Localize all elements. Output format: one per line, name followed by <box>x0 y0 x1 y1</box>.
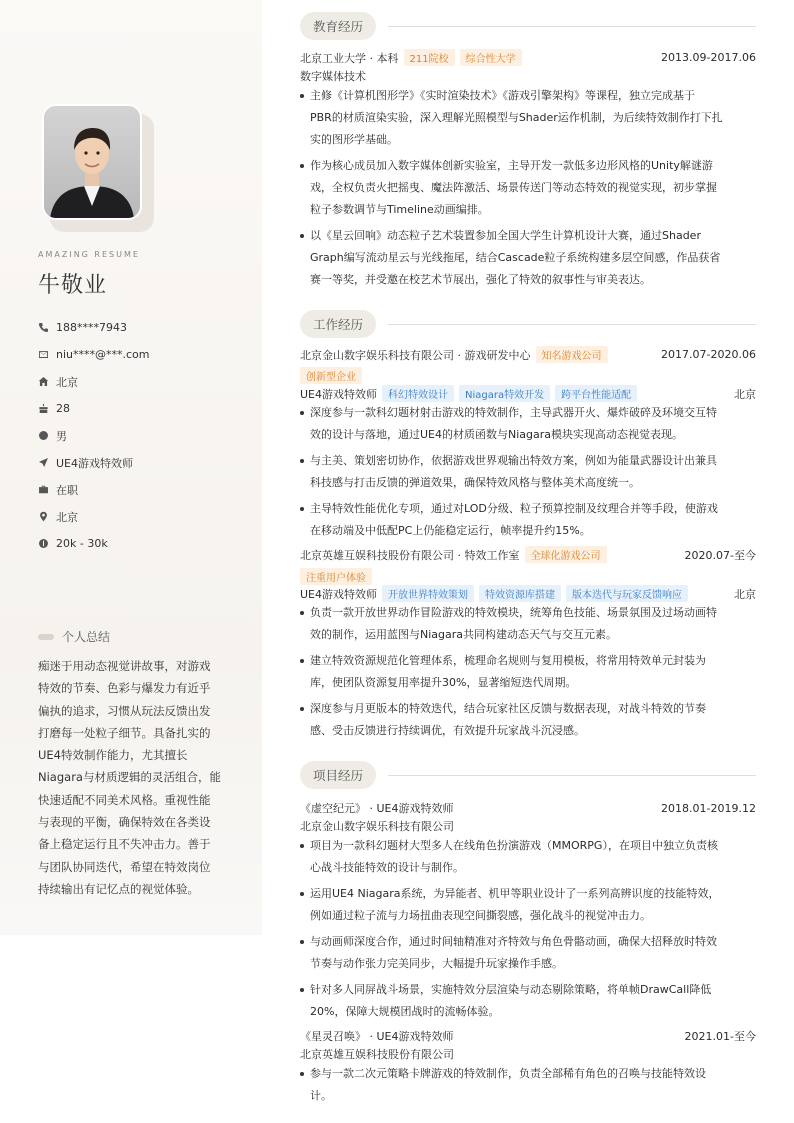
job-company: 北京英雄互娱科技股份有限公司 · 特效工作室 <box>300 548 520 562</box>
job-bullet <box>300 450 756 494</box>
project-bullet <box>300 979 756 1023</box>
company-tag: 全球化游戏公司 <box>525 546 607 563</box>
position-value: UE4游戏特效师 <box>56 456 133 470</box>
project-period: 2018.01-2019.12 <box>661 801 756 815</box>
bullet-line: 深度参与月更版本的特效迭代，结合玩家社区反馈与数据表现，对战斗特效的节奏 <box>310 702 706 715</box>
skill-tag: 跨平台性能适配 <box>555 385 637 402</box>
summary-line: 痴迷于用动态视觉讲故事，对游戏 <box>38 659 211 673</box>
bullet-line: 项目为一款科幻题材大型多人在线角色扮演游戏（MMORPG），在项目中独立负责核 <box>310 839 718 852</box>
work-section-heading <box>300 310 756 338</box>
education-bullet <box>300 85 756 151</box>
bullet-line: 运用UE4 Niagara系统，为异能者、机甲等职业设计了一系列高辨识度的技能特效， <box>310 887 720 900</box>
info-row-position <box>38 449 248 476</box>
bullet-line: Graph编写流动星云与光线拖尾，结合Cascade粒子系统构建多层空间感，作品获省 <box>310 251 721 264</box>
avatar-illustration <box>44 106 140 218</box>
job-period: 2020.07-至今 <box>684 548 756 562</box>
job-bullet <box>300 698 756 742</box>
section-divider <box>388 324 756 325</box>
summary-line: 与团队协同迭代，希望在特效岗位 <box>38 859 211 874</box>
section-divider <box>388 26 756 27</box>
job-location: 北京 <box>734 587 756 601</box>
bullet-line: 负责一款开放世界动作冒险游戏的特效模块，统筹角色技能、场景氛围及过场动画特 <box>310 606 717 619</box>
bullet-line: 20%，保障大规模团战时的流畅体验。 <box>310 1005 500 1018</box>
bullet-line: 针对多人同屏战斗场景，实施特效分层渲染与动态剔除策略，将单帧DrawCall降低 <box>310 983 712 996</box>
school-name: 北京工业大学 · 本科 <box>300 51 399 65</box>
education-bullet <box>300 155 756 221</box>
bullet-line: 粒子参数调节与Timeline动画编排。 <box>310 203 489 216</box>
skill-tag: Niagara特效开发 <box>459 385 550 402</box>
job-company: 北京金山数字娱乐科技有限公司 · 游戏研发中心 <box>300 348 531 362</box>
project-company: 北京金山数字娱乐科技有限公司 <box>300 820 454 833</box>
bullet-line: 建立特效资源规范化管理体系，梳理命名规则与复用模板，将常用特效单元封装为 <box>310 654 706 667</box>
job-title: UE4游戏特效师 <box>300 387 377 401</box>
summary-heading-bar <box>38 634 54 640</box>
summary-heading <box>38 628 110 645</box>
info-row-hometown <box>38 368 248 395</box>
education-bullet <box>300 225 756 291</box>
project-company-row <box>300 1046 756 1062</box>
city-value: 北京 <box>56 510 78 524</box>
summary-line: 特效的节奏、色彩与爆发力有近乎 <box>38 681 211 696</box>
project-company-row <box>300 818 756 834</box>
info-row-age <box>38 395 248 422</box>
user-icon <box>38 430 56 441</box>
info-row-phone <box>38 314 248 341</box>
job-bullet <box>300 402 756 446</box>
bullet-line: 库，使团队资源复用率提升30%，显著缩短迭代周期。 <box>310 676 577 689</box>
location-pin-icon <box>38 511 56 522</box>
education-bullets <box>300 85 756 295</box>
bullet-line: 作为核心成员加入数字媒体创新实验室，主导开发一款低多边形风格的Unity解谜游 <box>310 159 713 172</box>
project-company: 北京英雄互娱科技股份有限公司 <box>300 1048 454 1061</box>
job-tag-row <box>300 367 756 384</box>
bullet-line: 主修《计算机图形学》《实时渲染技术》《游戏引擎架构》等课程，独立完成基于 <box>310 89 695 102</box>
school-tag: 211院校 <box>404 49 455 66</box>
email-value: niu****@***.com <box>56 348 150 361</box>
job-bullets <box>300 402 756 546</box>
job-bullets <box>300 602 756 746</box>
skill-tag: 版本迭代与玩家反馈响应 <box>566 585 688 602</box>
summary-heading-label: 个人总结 <box>62 630 111 644</box>
projects-heading-label: 项目经历 <box>300 761 376 789</box>
bullet-line: PBR的材质渲染实验，深入理解光照模型与Shader运作机制，为后续特效制作打下扎 <box>310 111 723 124</box>
major-name: 数字媒体技术 <box>300 70 366 83</box>
company-tag: 创新型企业 <box>300 367 362 384</box>
contact-info-list <box>38 314 248 557</box>
summary-line: 打磨每一处粒子细节。具备扎实的 <box>38 725 211 740</box>
company-tag: 注重用户体验 <box>300 568 372 585</box>
major-row <box>300 68 756 84</box>
summary-line: 备上稳定运行且不失冲击力。善于 <box>38 837 211 852</box>
job-location: 北京 <box>734 387 756 401</box>
work-heading-label: 工作经历 <box>300 310 376 338</box>
age-value: 28 <box>56 402 70 415</box>
education-heading-label: 教育经历 <box>300 12 376 40</box>
phone-icon <box>38 322 56 333</box>
project-title: 《虚空纪元》 · UE4游戏特效师 <box>300 802 454 815</box>
bullet-line: 效的制作，运用蓝图与Niagara共同构建动态天气与交互元素。 <box>310 628 618 641</box>
briefcase-icon <box>38 484 56 495</box>
bullet-line: 实的图形学基础。 <box>310 133 398 146</box>
summary-line: 快速适配不同美术风格。重视性能 <box>38 792 211 807</box>
bullet-line: 主导特效性能优化专项，通过对LOD分级、粒子预算控制及纹理合并等手段，使游戏 <box>310 502 718 515</box>
bullet-line: 深度参与一款科幻题材射击游戏的特效制作，主导武器开火、爆炸破碎及环境交互特 <box>310 406 717 419</box>
skill-tag: 特效资源库搭建 <box>479 585 561 602</box>
status-value: 在职 <box>56 483 78 497</box>
bullet-line: 与动画师深度合作，通过时间轴精准对齐特效与角色骨骼动画，确保大招释放时特效 <box>310 935 717 948</box>
project-bullet <box>300 835 756 879</box>
photo-frame <box>42 104 142 220</box>
money-icon <box>38 538 56 549</box>
job-tag-row <box>300 568 756 585</box>
project-title: 《星灵召唤》 · UE4游戏特效师 <box>300 1030 454 1043</box>
bullet-line: 效的设计与落地，通过UE4的材质函数与Niagara模块实现高动态视觉表现。 <box>310 428 684 441</box>
project-bullet <box>300 931 756 975</box>
education-period: 2013.09-2017.06 <box>661 51 756 64</box>
job-bullet <box>300 650 756 694</box>
home-icon <box>38 376 56 387</box>
summary-line: 持续输出有记忆点的视觉体验。 <box>38 881 199 896</box>
job-bullet <box>300 602 756 646</box>
bullet-line: 计。 <box>310 1089 332 1102</box>
salary-value: 20k - 30k <box>56 537 108 550</box>
bullet-line: 以《星云回响》动态粒子艺术装置参加全国大学生计算机设计大赛，通过Shader <box>310 229 701 242</box>
info-row-salary <box>38 530 248 557</box>
cake-icon <box>38 403 56 414</box>
sidebar <box>0 0 262 935</box>
job-header-row <box>300 546 756 563</box>
info-row-city <box>38 503 248 530</box>
section-divider <box>388 775 756 776</box>
summary-line: UE4特效制作能力，尤其擅长 <box>38 748 188 763</box>
skill-tag: 科幻特效设计 <box>382 385 454 402</box>
bullet-line: 参与一款二次元策略卡牌游戏的特效制作，负责全部稀有角色的召唤与技能特效设 <box>310 1067 706 1080</box>
gender-value: 男 <box>56 429 67 443</box>
job-header-row <box>300 346 756 363</box>
hometown-value: 北京 <box>56 375 78 389</box>
project-header-row <box>300 800 756 816</box>
bullet-line: 科技感与打击反馈的弹道效果，确保特效风格与整体美术高度统一。 <box>310 476 640 489</box>
project-bullet <box>300 883 756 927</box>
bullet-line: 赛一等奖，并受邀在校艺术节展出，强化了特效的叙事性与审美表达。 <box>310 273 651 286</box>
summary-line: 偏执的追求，习惯从玩法反馈出发 <box>38 703 211 718</box>
send-icon <box>38 457 56 468</box>
bullet-line: 与主美、策划密切协作，依据游戏世界观输出特效方案，例如为能量武器设计出兼具 <box>310 454 717 467</box>
avatar-photo <box>44 106 140 218</box>
bullet-line: 心战斗技能特效的设计与制作。 <box>310 861 464 874</box>
job-bullet <box>300 498 756 542</box>
bullet-line: 戏，全权负责火把摇曳、魔法阵激活、场景传送门等动态特效的视觉实现，初步掌握 <box>310 181 717 194</box>
education-section-heading <box>300 12 756 40</box>
job-title-row <box>300 585 756 602</box>
project-bullet <box>300 1063 756 1107</box>
mail-icon <box>38 349 56 360</box>
company-tag: 知名游戏公司 <box>536 346 608 363</box>
info-row-status <box>38 476 248 503</box>
projects-section-heading <box>300 761 756 789</box>
summary-line: 与表现的平衡，确保特效在各类设 <box>38 815 211 830</box>
resume-subtitle: AMAZING RESUME <box>38 250 140 259</box>
project-header-row <box>300 1028 756 1044</box>
school-tag: 综合性大学 <box>460 49 522 66</box>
skill-tag: 开放世界特效策划 <box>382 585 474 602</box>
project-period: 2021.01-至今 <box>684 1030 756 1043</box>
education-header-row <box>300 49 756 66</box>
bullet-line: 例如通过粒子流与力场扭曲表现空间撕裂感，强化战斗的视觉冲击力。 <box>310 909 651 922</box>
candidate-name: 牛敬业 <box>38 273 108 298</box>
job-title-row <box>300 385 756 402</box>
job-title: UE4游戏特效师 <box>300 587 377 601</box>
summary-line: Niagara与材质逻辑的灵活组合，能 <box>38 770 221 785</box>
bullet-line: 节奏与动作张力完美同步，大幅提升玩家操作手感。 <box>310 957 563 970</box>
bullet-line: 在移动端及中低配PC上仍能稳定运行，帧率提升约15%。 <box>310 524 591 537</box>
project-bullets <box>300 835 756 1027</box>
info-row-gender <box>38 422 248 449</box>
project-bullets <box>300 1063 756 1111</box>
phone-value: 188****7943 <box>56 321 127 334</box>
info-row-email <box>38 341 248 368</box>
summary-text <box>38 655 226 900</box>
job-period: 2017.07-2020.06 <box>661 348 756 361</box>
bullet-line: 感、受击反馈进行持续调优，有效提升玩家战斗沉浸感。 <box>310 724 585 737</box>
